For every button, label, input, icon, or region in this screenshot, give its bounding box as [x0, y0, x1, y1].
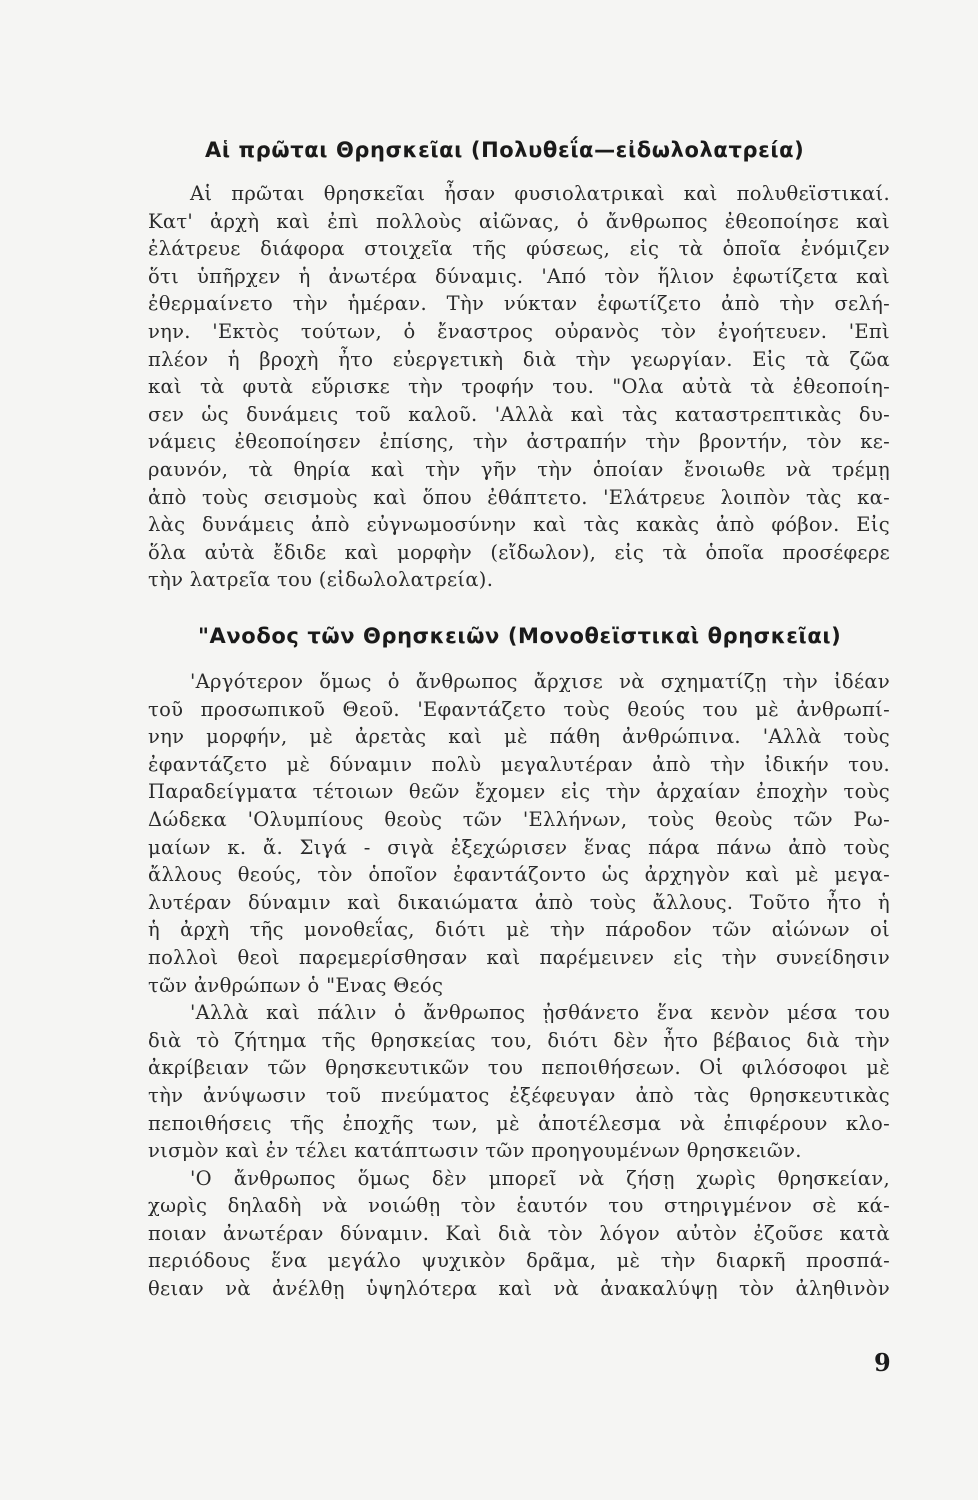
text-block-rise-of-religions: [148, 668, 890, 1303]
text-line: Παραδείγματα τέτοιων θεῶν ἔχομεν εἰς τὴν ἀρχαίαν ἐποχὴν τοὺς: [148, 780, 890, 804]
text-line: διὰ τὸ ζήτημα τῆς θρησκείας του, διότι δὲν ἦτο βέβαιος διὰ τὴν: [148, 1028, 890, 1052]
text-line: λὰς δυνάμεις ἀπὸ εὐγνωμοσύνην καὶ τὰς κακὰς ἀπὸ φόβον. Εἰς: [148, 513, 890, 537]
text-line: νην. 'Εκτὸς τούτων, ὁ ἔναστρος οὐρανὸς τὸν ἐγοήτευεν. 'Επὶ: [148, 319, 890, 343]
text-line: πεποιθήσεις τῆς ἐποχῆς των, μὲ ἀποτέλεσμα νὰ ἐπιφέρουν κλο-: [148, 1111, 890, 1135]
text-line: περιόδους ἕνα μεγάλο ψυχικὸν δρᾶμα, μὲ τὴν διαρκῆ προσπά-: [148, 1249, 890, 1273]
text-line: ἐφαντάζετο μὲ δύναμιν πολὺ μεγαλυτέραν ἀπὸ τὴν ἰδικήν του.: [148, 752, 890, 776]
text-line: χωρὶς δηλαδὴ νὰ νοιώθῃ τὸν ἑαυτόν του στηριγμένον σὲ κά-: [148, 1194, 890, 1218]
text-line: 'Αργότερον ὅμως ὁ ἄνθρωπος ἄρχισε νὰ σχηματίζῃ τὴν ἰδέαν: [190, 670, 890, 693]
text-line: ἐθερμαίνετο τὴν ἡμέραν. Τὴν νύκταν ἐφωτίζετο ἀπὸ τὴν σελή-: [148, 292, 890, 316]
paragraph-first-religions: [148, 180, 890, 594]
text-line: ἡ ἀρχὴ τῆς μονοθεΐας, διότι μὲ τὴν πάροδον τῶν αἰώνων οἱ: [148, 918, 890, 942]
text-line: ραυνόν, τὰ θηρία καὶ τὴν γῆν τὴν ὁποίαν ἔνοιωθε νὰ τρέμῃ: [148, 457, 890, 481]
section-heading-first-religions: Αἱ πρῶται Θρησκεῖαι (Πολυθεΐα—εἰδωλολατρεία): [205, 138, 805, 162]
text-line: πολλοὶ θεοὶ παρεμερίσθησαν καὶ παρέμεινεν εἰς τὴν συνείδησιν: [148, 945, 890, 969]
text-line: νισμὸν καὶ ἐν τέλει κατάπτωσιν τῶν προηγουμένων θρησκειῶν.: [148, 1139, 802, 1163]
text-line: θειαν νὰ ἀνέλθῃ ὑψηλότερα καὶ νὰ ἀνακαλύψῃ τὸν ἀληθινὸν: [148, 1277, 890, 1301]
text-line: ἄλλους θεούς, τὸν ὁποῖον ἐφαντάζοντο ὡς ἀρχηγὸν καὶ μὲ μεγα-: [148, 863, 890, 887]
text-line: ποιαν ἀνωτέραν δύναμιν. Καὶ διὰ τὸν λόγον αὐτὸν ἐζοῦσε κατὰ: [148, 1221, 890, 1245]
text-line: μαίων κ. ἄ. Σιγά - σιγὰ ἐξεχώρισεν ἕνας πάρα πάνω ἀπὸ τοὺς: [148, 835, 890, 859]
text-line: ὅτι ὑπῆρχεν ἡ ἀνωτέρα δύναμις. 'Από τὸν ἥλιον ἐφωτίζετα καὶ: [148, 264, 890, 288]
text-line: λυτέραν δύναμιν καὶ δικαιώματα ἀπὸ τοὺς ἄλλους. Τοῦτο ἦτο ἡ: [148, 890, 890, 914]
text-line: τὴν λατρεῖα του (εἰδωλολατρεία).: [148, 568, 494, 592]
text-line: νάμεις ἐθεοποίησεν ἐπίσης, τὴν ἀστραπήν τὴν βροντήν, τὸν κε-: [148, 430, 890, 454]
text-line: τῶν ἀνθρώπων ὁ "Ενας Θεός: [148, 973, 444, 997]
text-line: τὴν ἀνύψωσιν τοῦ πνεύματος ἐξέφευγαν ἀπὸ τὰς θρησκευτικὰς: [148, 1083, 890, 1107]
text-line: Δώδεκα 'Ολυμπίους θεοὺς τῶν 'Ελλήνων, τοὺς θεοὺς τῶν Ρω-: [148, 807, 890, 831]
section-heading-rise-of-religions: "Ανοδος τῶν Θρησκειῶν (Μονοθεϊστικαὶ θρησκεῖαι): [198, 624, 842, 648]
text-line: τοῦ προσωπικοῦ Θεοῦ. 'Εφαντάζετο τοὺς θεούς του μὲ ἀνθρωπί-: [148, 697, 890, 721]
text-line: πλέον ἡ βροχὴ ἦτο εὐεργετικὴ διὰ τὴν γεωργίαν. Εἰς τὰ ζῶα: [148, 347, 890, 371]
text-line: ἀπὸ τοὺς σεισμοὺς καὶ ὅπου ἐθάπτετο. 'Ελάτρευε λοιπὸν τὰς κα-: [148, 485, 890, 509]
text-line: 'Αλλὰ καὶ πάλιν ὁ ἄνθρωπος ᾐσθάνετο ἕνα κενὸν μέσα του: [190, 1001, 890, 1025]
text-line: καὶ τὰ φυτὰ εὕρισκε τὴν τροφήν του. "Ολα αὐτὰ τὰ ἐθεοποίη-: [148, 375, 890, 399]
text-line: σεν ὡς δυνάμεις τοῦ καλοῦ. 'Αλλὰ καὶ τὰς καταστρεπτικὰς δυ-: [148, 402, 890, 426]
text-line: Κατ' ἀρχὴ καὶ ἐπὶ πολλοὺς αἰῶνας, ὁ ἄνθρωπος ἐθεοποίησε καὶ: [148, 209, 890, 233]
text-line: ἐλάτρευε διάφορα στοιχεῖα τῆς φύσεως, εἰς τὰ ὁποῖα ἐνόμιζεν: [148, 237, 890, 261]
text-line: ὅλα αὐτὰ ἔδιδε καὶ μορφὴν (εἴδωλον), εἰς τὰ ὁποῖα προσέφερε: [148, 540, 890, 564]
text-line: 'Ο ἄνθρωπος ὅμως δὲν μπορεῖ νὰ ζήσῃ χωρὶς θρησκείαν,: [190, 1166, 890, 1190]
text-line: ἀκρίβειαν τῶν θρησκευτικῶν του πεποιθήσεων. Οἱ φιλόσοφοι μὲ: [148, 1056, 890, 1080]
text-line: Αἱ πρῶται θρησκεῖαι ἦσαν φυσιολατρικαὶ καὶ πολυθεϊστικαί.: [190, 182, 890, 205]
page-number: 9: [874, 1348, 891, 1377]
text-line: νην μορφήν, μὲ ἀρετὰς καὶ μὲ πάθη ἀνθρώπινα. 'Αλλὰ τοὺς: [148, 725, 890, 749]
